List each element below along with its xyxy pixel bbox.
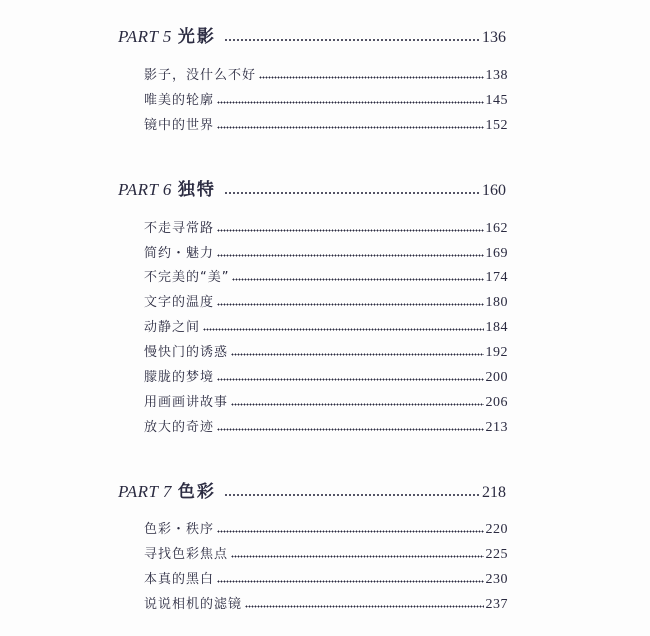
entry-title: 色彩・秩序	[144, 522, 215, 537]
entry-title: 文字的温度	[144, 295, 215, 310]
dot-leader	[231, 555, 483, 558]
dot-leader	[217, 378, 483, 381]
part-5-heading	[118, 22, 506, 44]
toc-entry	[144, 518, 508, 538]
dot-leader	[217, 229, 483, 232]
dot-leader	[217, 580, 483, 583]
toc-entry	[144, 316, 508, 336]
entry-page-number: 225	[485, 547, 508, 562]
entry-title: 朦胧的梦境	[144, 370, 215, 385]
dot-leader	[217, 303, 483, 306]
toc-entry	[144, 64, 508, 84]
toc-entry	[144, 266, 508, 286]
toc-entry	[144, 416, 508, 436]
toc-entry	[144, 217, 508, 237]
dot-leader	[224, 191, 480, 195]
toc-entry	[144, 291, 508, 311]
entry-page-number: 206	[485, 395, 508, 410]
entry-page-number: 138	[485, 68, 508, 83]
dot-leader	[232, 278, 483, 281]
entry-page-number: 237	[485, 597, 508, 612]
part-title: 独特	[177, 180, 216, 199]
toc-entry	[144, 391, 508, 411]
entry-title: 用画画讲故事	[144, 395, 229, 410]
toc-entry	[144, 89, 508, 109]
dot-leader	[245, 605, 483, 608]
part-6-heading	[118, 175, 506, 197]
toc-entry	[144, 114, 508, 134]
entry-page-number: 169	[485, 246, 508, 261]
entry-page-number: 230	[485, 572, 508, 587]
part-title: 光影	[177, 27, 216, 46]
entry-page-number: 184	[485, 320, 508, 335]
entry-title: 本真的黑白	[144, 572, 215, 587]
part-label: PART 6	[118, 180, 172, 199]
dot-leader	[217, 126, 483, 129]
dot-leader	[203, 328, 483, 331]
entry-page-number: 180	[485, 295, 508, 310]
part-label: PART 7	[118, 482, 172, 501]
entry-page-number: 200	[485, 370, 508, 385]
entry-title: 唯美的轮廓	[144, 93, 215, 108]
dot-leader	[231, 403, 483, 406]
entry-page-number: 174	[485, 270, 508, 285]
toc-entry	[144, 543, 508, 563]
dot-leader	[217, 428, 483, 431]
part-page-number: 218	[482, 484, 506, 501]
entry-title: 影子，没什么不好	[144, 68, 257, 83]
dot-leader	[231, 353, 483, 356]
part-page-number: 160	[482, 182, 506, 199]
entry-title: 放大的奇迹	[144, 420, 215, 435]
dot-leader	[217, 254, 483, 257]
toc-entry	[144, 366, 508, 386]
entry-page-number: 145	[485, 93, 508, 108]
part-page-number: 136	[482, 29, 506, 46]
toc-entry	[144, 568, 508, 588]
entry-title: 慢快门的诱惑	[144, 345, 229, 360]
dot-leader	[259, 76, 483, 79]
part-title: 色彩	[177, 482, 216, 501]
toc-entry	[144, 242, 508, 262]
entry-page-number: 152	[485, 118, 508, 133]
entry-title: 寻找色彩焦点	[144, 547, 229, 562]
dot-leader	[217, 530, 483, 533]
entry-title: 简约・魅力	[144, 246, 215, 261]
entry-title: 不走寻常路	[144, 221, 215, 236]
toc-entry	[144, 341, 508, 361]
entry-title: 说说相机的滤镜	[144, 597, 243, 612]
part-label: PART 5	[118, 27, 172, 46]
entry-title: 镜中的世界	[144, 118, 215, 133]
entry-page-number: 162	[485, 221, 508, 236]
entry-page-number: 192	[485, 345, 508, 360]
dot-leader	[217, 101, 483, 104]
part-7-heading	[118, 477, 506, 499]
toc-entry	[144, 593, 508, 613]
dot-leader	[224, 38, 480, 42]
entry-title: 不完美的“美”	[144, 270, 230, 285]
entry-title: 动静之间	[144, 320, 201, 335]
dot-leader	[224, 493, 480, 497]
entry-page-number: 220	[485, 522, 508, 537]
entry-page-number: 213	[485, 420, 508, 435]
